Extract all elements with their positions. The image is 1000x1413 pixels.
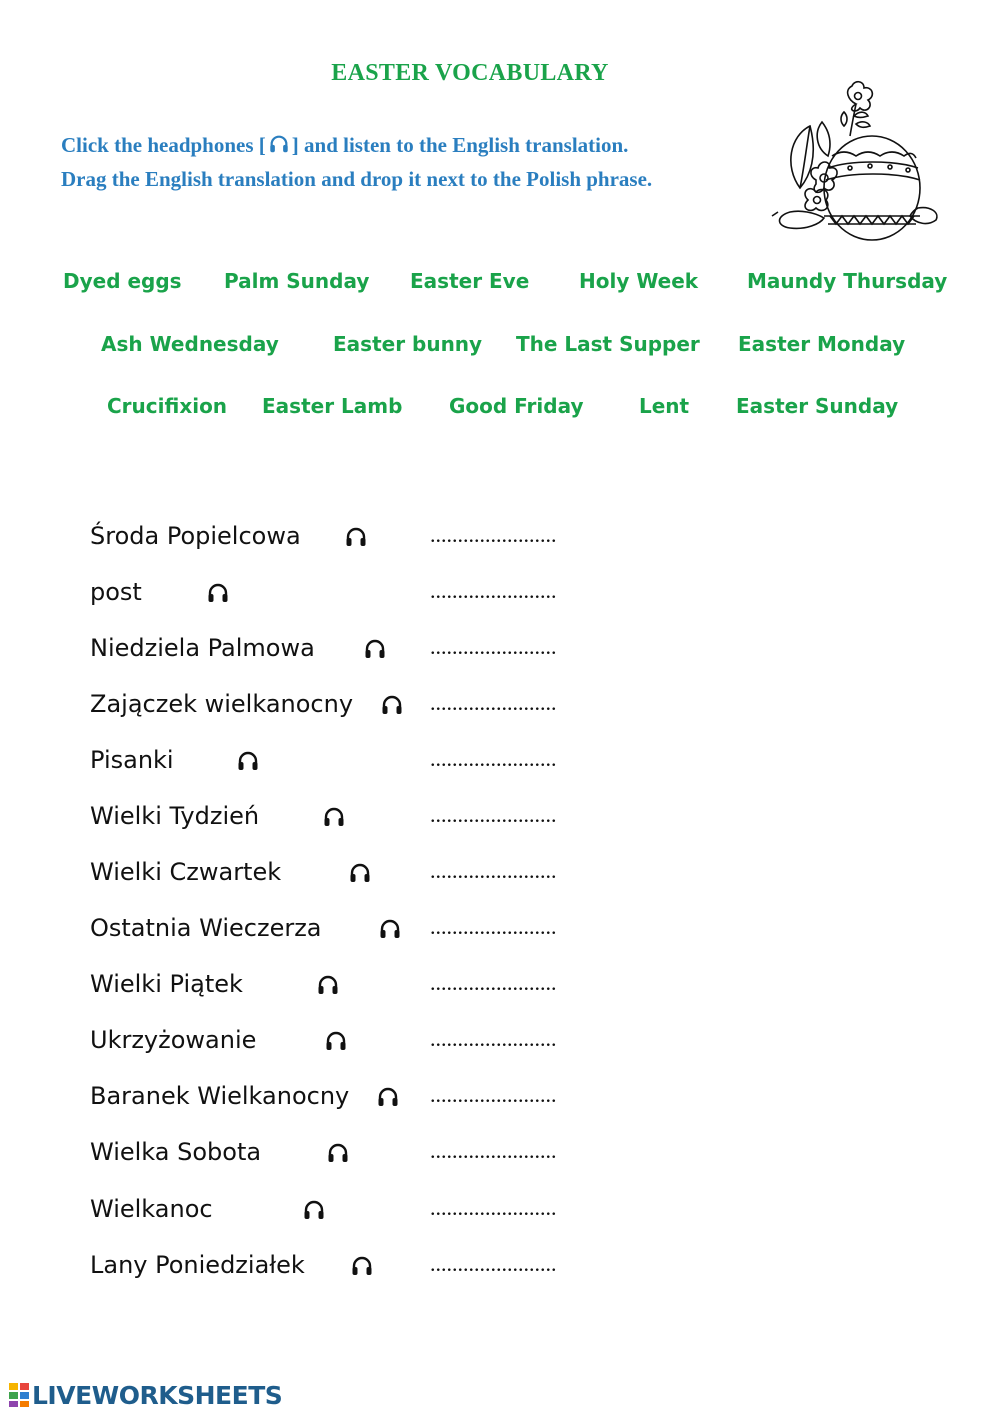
word-card-ash-wednesday[interactable]: Ash Wednesday: [101, 332, 279, 356]
answer-blank: .......................: [430, 690, 557, 715]
polish-phrase: Ostatnia Wieczerza: [90, 914, 322, 942]
headphones-icon[interactable]: [324, 1029, 348, 1053]
drop-zone[interactable]: [426, 852, 596, 888]
headphones-icon: [268, 133, 290, 155]
drop-zone[interactable]: [426, 1020, 596, 1056]
headphones-icon[interactable]: [376, 1085, 400, 1109]
word-card-good-friday[interactable]: Good Friday: [449, 394, 584, 418]
phrase-row: [90, 858, 690, 898]
drop-zone[interactable]: [426, 1189, 596, 1225]
headphones-icon[interactable]: [380, 693, 404, 717]
phrase-row: [90, 690, 690, 730]
polish-phrase: Wielki Tydzień: [90, 802, 260, 830]
phrase-row: [90, 578, 690, 618]
logo-text: LIVEWORKSHEETS: [32, 1380, 283, 1410]
phrase-row: [90, 634, 690, 674]
drop-zone[interactable]: [426, 1132, 596, 1168]
polish-phrase: post: [90, 578, 142, 606]
polish-phrase: Wielkanoc: [90, 1195, 213, 1223]
polish-phrase: Baranek Wielkanocny: [90, 1082, 350, 1110]
answer-blank: .......................: [430, 578, 557, 603]
word-card-easter-bunny[interactable]: Easter bunny: [333, 332, 483, 356]
drop-zone[interactable]: [426, 628, 596, 664]
polish-phrase: Wielki Piątek: [90, 970, 243, 998]
phrase-row: [90, 1195, 690, 1235]
headphones-icon[interactable]: [316, 973, 340, 997]
word-card-crucifixion[interactable]: Crucifixion: [107, 394, 228, 418]
headphones-icon[interactable]: [350, 1254, 374, 1278]
polish-phrase: Ukrzyżowanie: [90, 1026, 257, 1054]
phrase-row: [90, 746, 690, 786]
instruction-line-2: Drag the English translation and drop it next to the Polish phrase.: [61, 167, 653, 191]
drop-zone[interactable]: [426, 684, 596, 720]
liveworksheets-logo[interactable]: [8, 1378, 282, 1412]
drop-zone[interactable]: [426, 1245, 596, 1281]
answer-blank: .......................: [430, 746, 557, 771]
headphones-icon[interactable]: [344, 525, 368, 549]
word-card-lent[interactable]: Lent: [639, 394, 690, 418]
headphones-icon[interactable]: [326, 1141, 350, 1165]
drop-zone[interactable]: [426, 740, 596, 776]
answer-blank: .......................: [430, 1251, 557, 1276]
headphones-icon[interactable]: [378, 917, 402, 941]
word-card-easter-sunday[interactable]: Easter Sunday: [736, 394, 899, 418]
word-card-holy-week[interactable]: Holy Week: [579, 269, 699, 293]
phrase-row: [90, 802, 690, 842]
answer-blank: .......................: [430, 858, 557, 883]
word-card-the-last-supper[interactable]: The Last Supper: [516, 332, 700, 356]
drop-zone[interactable]: [426, 1076, 596, 1112]
polish-phrase: Wielka Sobota: [90, 1138, 262, 1166]
drop-zone[interactable]: [426, 572, 596, 608]
phrase-row: [90, 1082, 690, 1122]
polish-phrase: Wielki Czwartek: [90, 858, 282, 886]
drop-zone[interactable]: [426, 516, 596, 552]
answer-blank: .......................: [430, 522, 557, 547]
phrase-row: [90, 914, 690, 954]
word-card-dyed-eggs[interactable]: Dyed eggs: [63, 269, 182, 293]
answer-blank: .......................: [430, 802, 557, 827]
page-title: EASTER VOCABULARY: [331, 60, 609, 86]
polish-phrase: Pisanki: [90, 746, 174, 774]
headphones-icon[interactable]: [348, 861, 372, 885]
word-card-palm-sunday[interactable]: Palm Sunday: [224, 269, 370, 293]
drop-zone[interactable]: [426, 964, 596, 1000]
phrase-row: [90, 522, 690, 562]
phrase-row: [90, 1026, 690, 1066]
drop-zone[interactable]: [426, 908, 596, 944]
drop-zone[interactable]: [426, 796, 596, 832]
phrase-row: [90, 1138, 690, 1178]
answer-blank: .......................: [430, 1138, 557, 1163]
word-card-easter-eve[interactable]: Easter Eve: [410, 269, 530, 293]
word-card-easter-lamb[interactable]: Easter Lamb: [262, 394, 403, 418]
headphones-icon[interactable]: [236, 749, 260, 773]
polish-phrase: Niedziela Palmowa: [90, 634, 315, 662]
word-card-maundy-thursday[interactable]: Maundy Thursday: [747, 269, 948, 293]
answer-blank: .......................: [430, 970, 557, 995]
phrase-row: [90, 970, 690, 1010]
answer-blank: .......................: [430, 1082, 557, 1107]
headphones-icon[interactable]: [363, 637, 387, 661]
polish-phrase: Lany Poniedziałek: [90, 1251, 305, 1279]
headphones-icon[interactable]: [302, 1198, 326, 1222]
instruction-line-1: [61, 133, 628, 158]
polish-phrase: Zajączek wielkanocny: [90, 690, 354, 718]
instruction-line-1-start: Click the headphones [: [61, 133, 266, 157]
polish-phrase: Środa Popielcowa: [90, 522, 301, 550]
answer-blank: .......................: [430, 914, 557, 939]
headphones-icon[interactable]: [206, 581, 230, 605]
answer-blank: .......................: [430, 1026, 557, 1051]
logo-blocks-icon: [8, 1382, 30, 1408]
instruction-line-1-end: ] and listen to the English translation.: [291, 133, 629, 157]
answer-blank: .......................: [430, 1195, 557, 1220]
headphones-icon[interactable]: [322, 805, 346, 829]
word-card-easter-monday[interactable]: Easter Monday: [738, 332, 906, 356]
phrase-row: [90, 1251, 690, 1291]
easter-egg-illustration: [770, 76, 942, 244]
answer-blank: .......................: [430, 634, 557, 659]
